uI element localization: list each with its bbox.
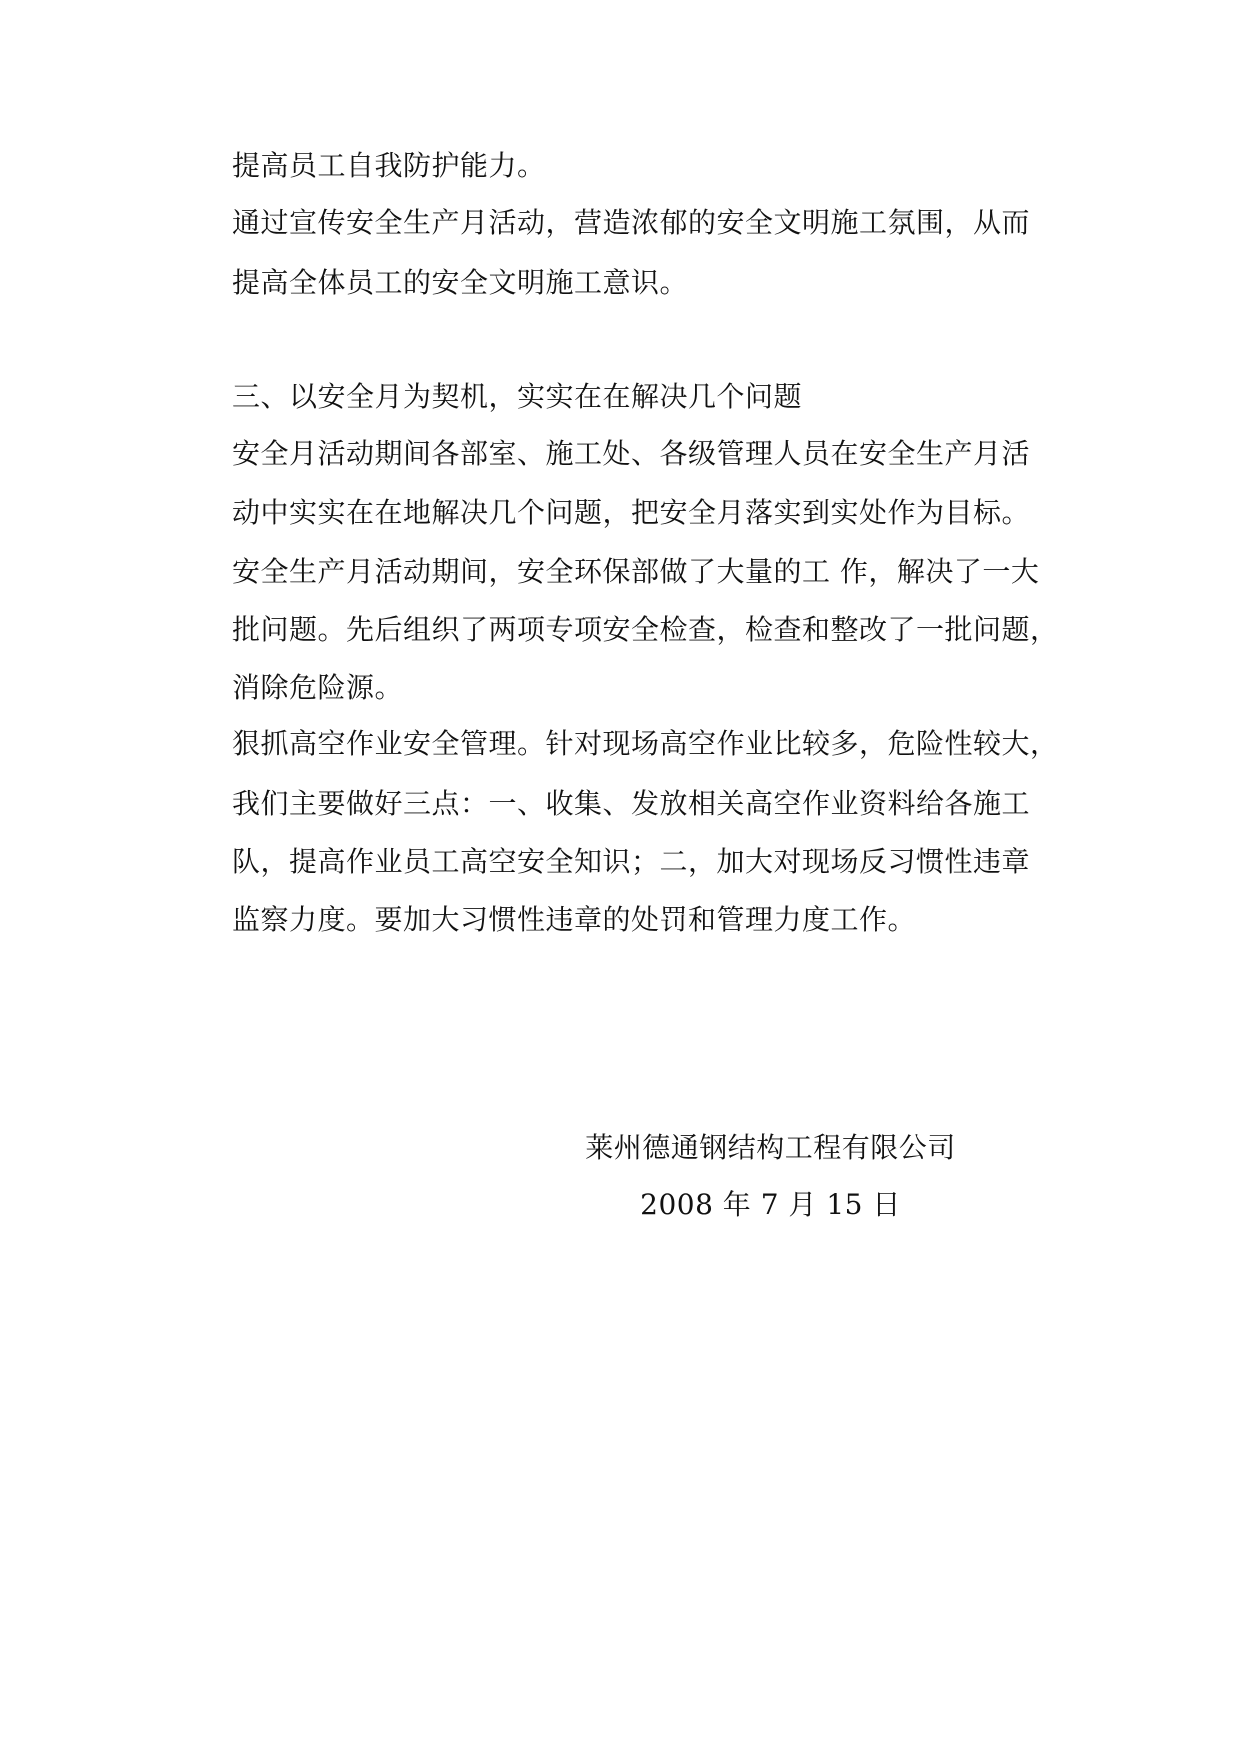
- company-signature: 莱州德通钢结构工程有限公司: [585, 1131, 956, 1164]
- text-line-inspections: 批问题。先后组织了两项专项安全检查，检查和整改了一批问题，: [232, 613, 1059, 646]
- text-line-three-points: 我们主要做好三点：一、收集、发放相关高空作业资料给各施工: [232, 787, 1031, 820]
- text-line-safety-department: 安全生产月活动期间，安全环保部做了大量的工 作，解决了一大: [232, 555, 1040, 588]
- text-line-high-altitude: 狠抓高空作业安全管理。针对现场高空作业比较多，危险性较大，: [232, 727, 1059, 760]
- text-line-hazard-removal: 消除危险源。: [232, 671, 404, 704]
- text-line-supervision: 监察力度。要加大习惯性违章的处罚和管理力度工作。: [232, 903, 917, 936]
- section-heading: 三、以安全月为契机，实实在在解决几个问题: [232, 380, 803, 413]
- text-line-knowledge: 队，提高作业员工高空安全知识；二，加大对现场反习惯性违章: [232, 845, 1031, 878]
- text-line-activity-period: 安全月活动期间各部室、施工处、各级管理人员在安全生产月活: [232, 437, 1031, 470]
- signature-date: 2008 年 7 月 15 日: [640, 1188, 901, 1221]
- text-line-protection: 提高员工自我防护能力。: [232, 149, 546, 182]
- text-line-promotion: 通过宣传安全生产月活动，营造浓郁的安全文明施工氛围，从而: [232, 206, 1031, 239]
- text-line-awareness: 提高全体员工的安全文明施工意识。: [232, 266, 689, 299]
- text-line-solve-problems: 动中实实在在地解决几个问题，把安全月落实到实处作为目标。: [232, 496, 1031, 529]
